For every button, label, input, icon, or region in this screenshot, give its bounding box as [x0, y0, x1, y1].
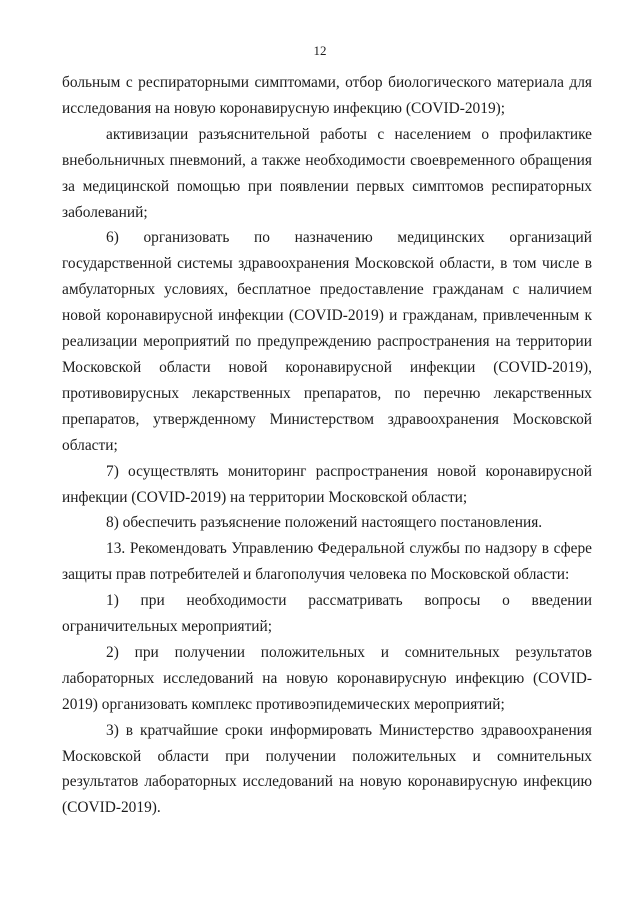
paragraph-section-13-item-3: 3) в кратчайшие сроки информировать Министерство здравоохранения Московской области при получении положительных и сомнительных результатов лабораторных исследований на новую коронавирусную инфекцию (COVID-2019).	[62, 721, 592, 817]
page-number: 12	[313, 43, 327, 58]
paragraph-section-13-recommendation: 13. Рекомендовать Управлению Федеральной службы по надзору в сфере защиты прав потребителей и благополучия человека по Московской области:	[62, 540, 592, 584]
paragraph-item-7-monitoring: 7) осуществлять мониторинг распространения новой коронавирусной инфекции (COVID-2019) на территории Московской области;	[62, 462, 592, 506]
paragraph-item-6-antiviral-drugs: 6) организовать по назначению медицинских организаций государственной системы здравоохранения Московской области, в том числе в амбулаторных условиях, бесплатное предоставление гражданам с наличием новой коронавирусной инфекции (COVID-2019) и гражданам, привлеченным к реализации мероприятий по предупреждению распространения на территории Московской области новой коронавирусной инфекции (COVID-2019), противовирусных лекарственных препаратов, по перечню лекарственных препаратов, утвержденному Министерством здравоохранения Московской области;	[62, 229, 592, 454]
paragraph-item-8-clarification: 8) обеспечить разъяснение положений настоящего постановления.	[106, 514, 543, 532]
document-body	[62, 70, 592, 821]
paragraph-continuation: больным с респираторными симптомами, отбор биологического материала для исследования на новую коронавирусную инфекцию (COVID-2019);	[62, 74, 592, 117]
paragraph-awareness-work: активизации разъяснительной работы с населением о профилактике внебольничных пневмоний, а также необходимости своевременного обращения за медицинской помощью при появлении первых симптомов респираторных заболеваний;	[62, 125, 592, 221]
paragraph-section-13-item-2: 2) при получении положительных и сомнительных результатов лабораторных исследований на новую коронавирусную инфекцию (COVID-2019) организовать комплекс противоэпидемических мероприятий;	[62, 643, 592, 713]
paragraph-section-13-item-1: 1) при необходимости рассматривать вопросы о введении ограничительных мероприятий;	[62, 592, 592, 636]
